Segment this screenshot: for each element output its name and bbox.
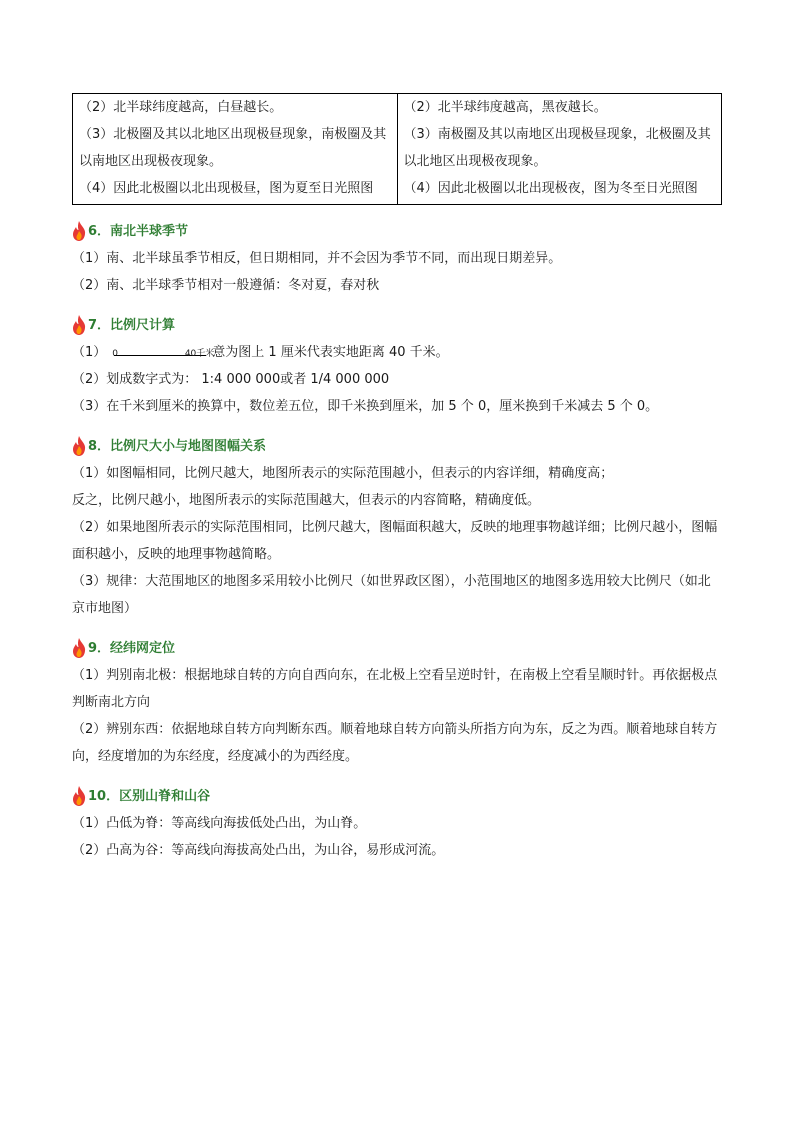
table-line: （2）北半球纬度越高，白昼越长。 (79, 100, 283, 115)
flame-icon (72, 436, 86, 456)
paragraph: （2）凸高为谷：等高线向海拔高处凸出，为山谷，易形成河流。 (72, 843, 445, 858)
section-scale-and-map-size (72, 428, 722, 622)
paragraph: （1）如图幅相同，比例尺越大，地图所表示的实际范围越小，但表示的内容详细，精确度高； (72, 466, 614, 481)
section-heading (72, 213, 722, 241)
paragraph: （1）凸低为脊：等高线向海拔低处凸出，为山脊。 (72, 816, 367, 831)
paragraph: （3）规律：大范围地区的地图多采用较小比例尺（如世界政区图），小范围地区的地图多选用较大比例尺（如北京市地图） (72, 574, 711, 616)
section-title: 8．比例尺大小与地图图幅关系 (88, 439, 267, 454)
line-scale-graphic (108, 343, 215, 363)
section-heading (72, 428, 722, 456)
section-heading (72, 630, 722, 658)
flame-icon (72, 786, 86, 806)
table-line: （4）因此北极圈以北出现极夜，图为冬至日光照图 (403, 181, 698, 196)
paragraph: （2）辨别东西：依据地球自转方向判断东西。顺着地球自转方向箭头所指方向为东，反之为西。顺着地球自转方向，经度增加的为东经度，经度减小的为西经度。 (72, 722, 718, 764)
section-scale-calculation (72, 307, 722, 420)
flame-icon (72, 315, 86, 335)
section-hemisphere-seasons (72, 213, 722, 299)
paragraph: （1）南、北半球虽季节相反，但日期相同，并不会因为季节不同，而出现日期差异。 (72, 251, 562, 266)
section-title: 7．比例尺计算 (88, 318, 176, 333)
table-line: （2）北半球纬度越高，黑夜越长。 (403, 100, 607, 115)
table-row (73, 94, 722, 205)
scale-example-line (72, 339, 722, 366)
paragraph: （2）南、北半球季节相对一般遵循：冬对夏，春对秋 (72, 278, 380, 293)
paragraph: （3）在千米到厘米的换算中，数位差五位，即千米换到厘米，加 5 个 0，厘米换到千米减去 5 个 0。 (72, 399, 659, 414)
paragraph: （2）如果地图所表示的实际范围相同，比例尺越大，图幅面积越大，反映的地理事物越详细；比例尺越小，图幅面积越小，反映的地理事物越简略。 (72, 520, 718, 562)
table-line: （4）因此北极圈以北出现极昼，图为夏至日光照图 (79, 181, 374, 196)
comparison-table (72, 93, 722, 205)
paragraph: （2）划成数字式为： 1:4 000 000或者 1/4 000 000 (72, 372, 390, 387)
flame-icon (72, 638, 86, 658)
table-cell-north-winter (397, 94, 722, 205)
scale-distance-label: 40千米 (184, 348, 215, 359)
scale-explanation: 意为图上 1 厘米代表实地距离 40 千米。 (212, 345, 449, 360)
scale-zero-label: 0 (112, 348, 119, 359)
item-number: （1） (72, 345, 107, 360)
section-heading (72, 778, 722, 806)
section-graticule-positioning (72, 630, 722, 770)
flame-icon (72, 221, 86, 241)
document-page (72, 93, 722, 864)
section-ridge-and-valley (72, 778, 722, 864)
section-title: 6．南北半球季节 (88, 224, 189, 239)
section-heading (72, 307, 722, 335)
paragraph: （1）判别南北极：根据地球自转的方向自西向东，在北极上空看呈逆时针，在南极上空看呈顺时针。再依据极点判断南北方向 (72, 668, 718, 710)
table-line: （3）北极圈及其以北地区出现极昼现象，南极圈及其以南地区出现极夜现象。 (79, 127, 387, 169)
table-cell-north-summer (73, 94, 398, 205)
section-title: 10．区别山脊和山谷 (88, 789, 211, 804)
paragraph: 反之，比例尺越小，地图所表示的实际范围越大，但表示的内容简略，精确度低。 (72, 493, 541, 508)
section-title: 9．经纬网定位 (88, 641, 176, 656)
table-line: （3）南极圈及其以南地区出现极昼现象，北极圈及其以北地区出现极夜现象。 (403, 127, 711, 169)
